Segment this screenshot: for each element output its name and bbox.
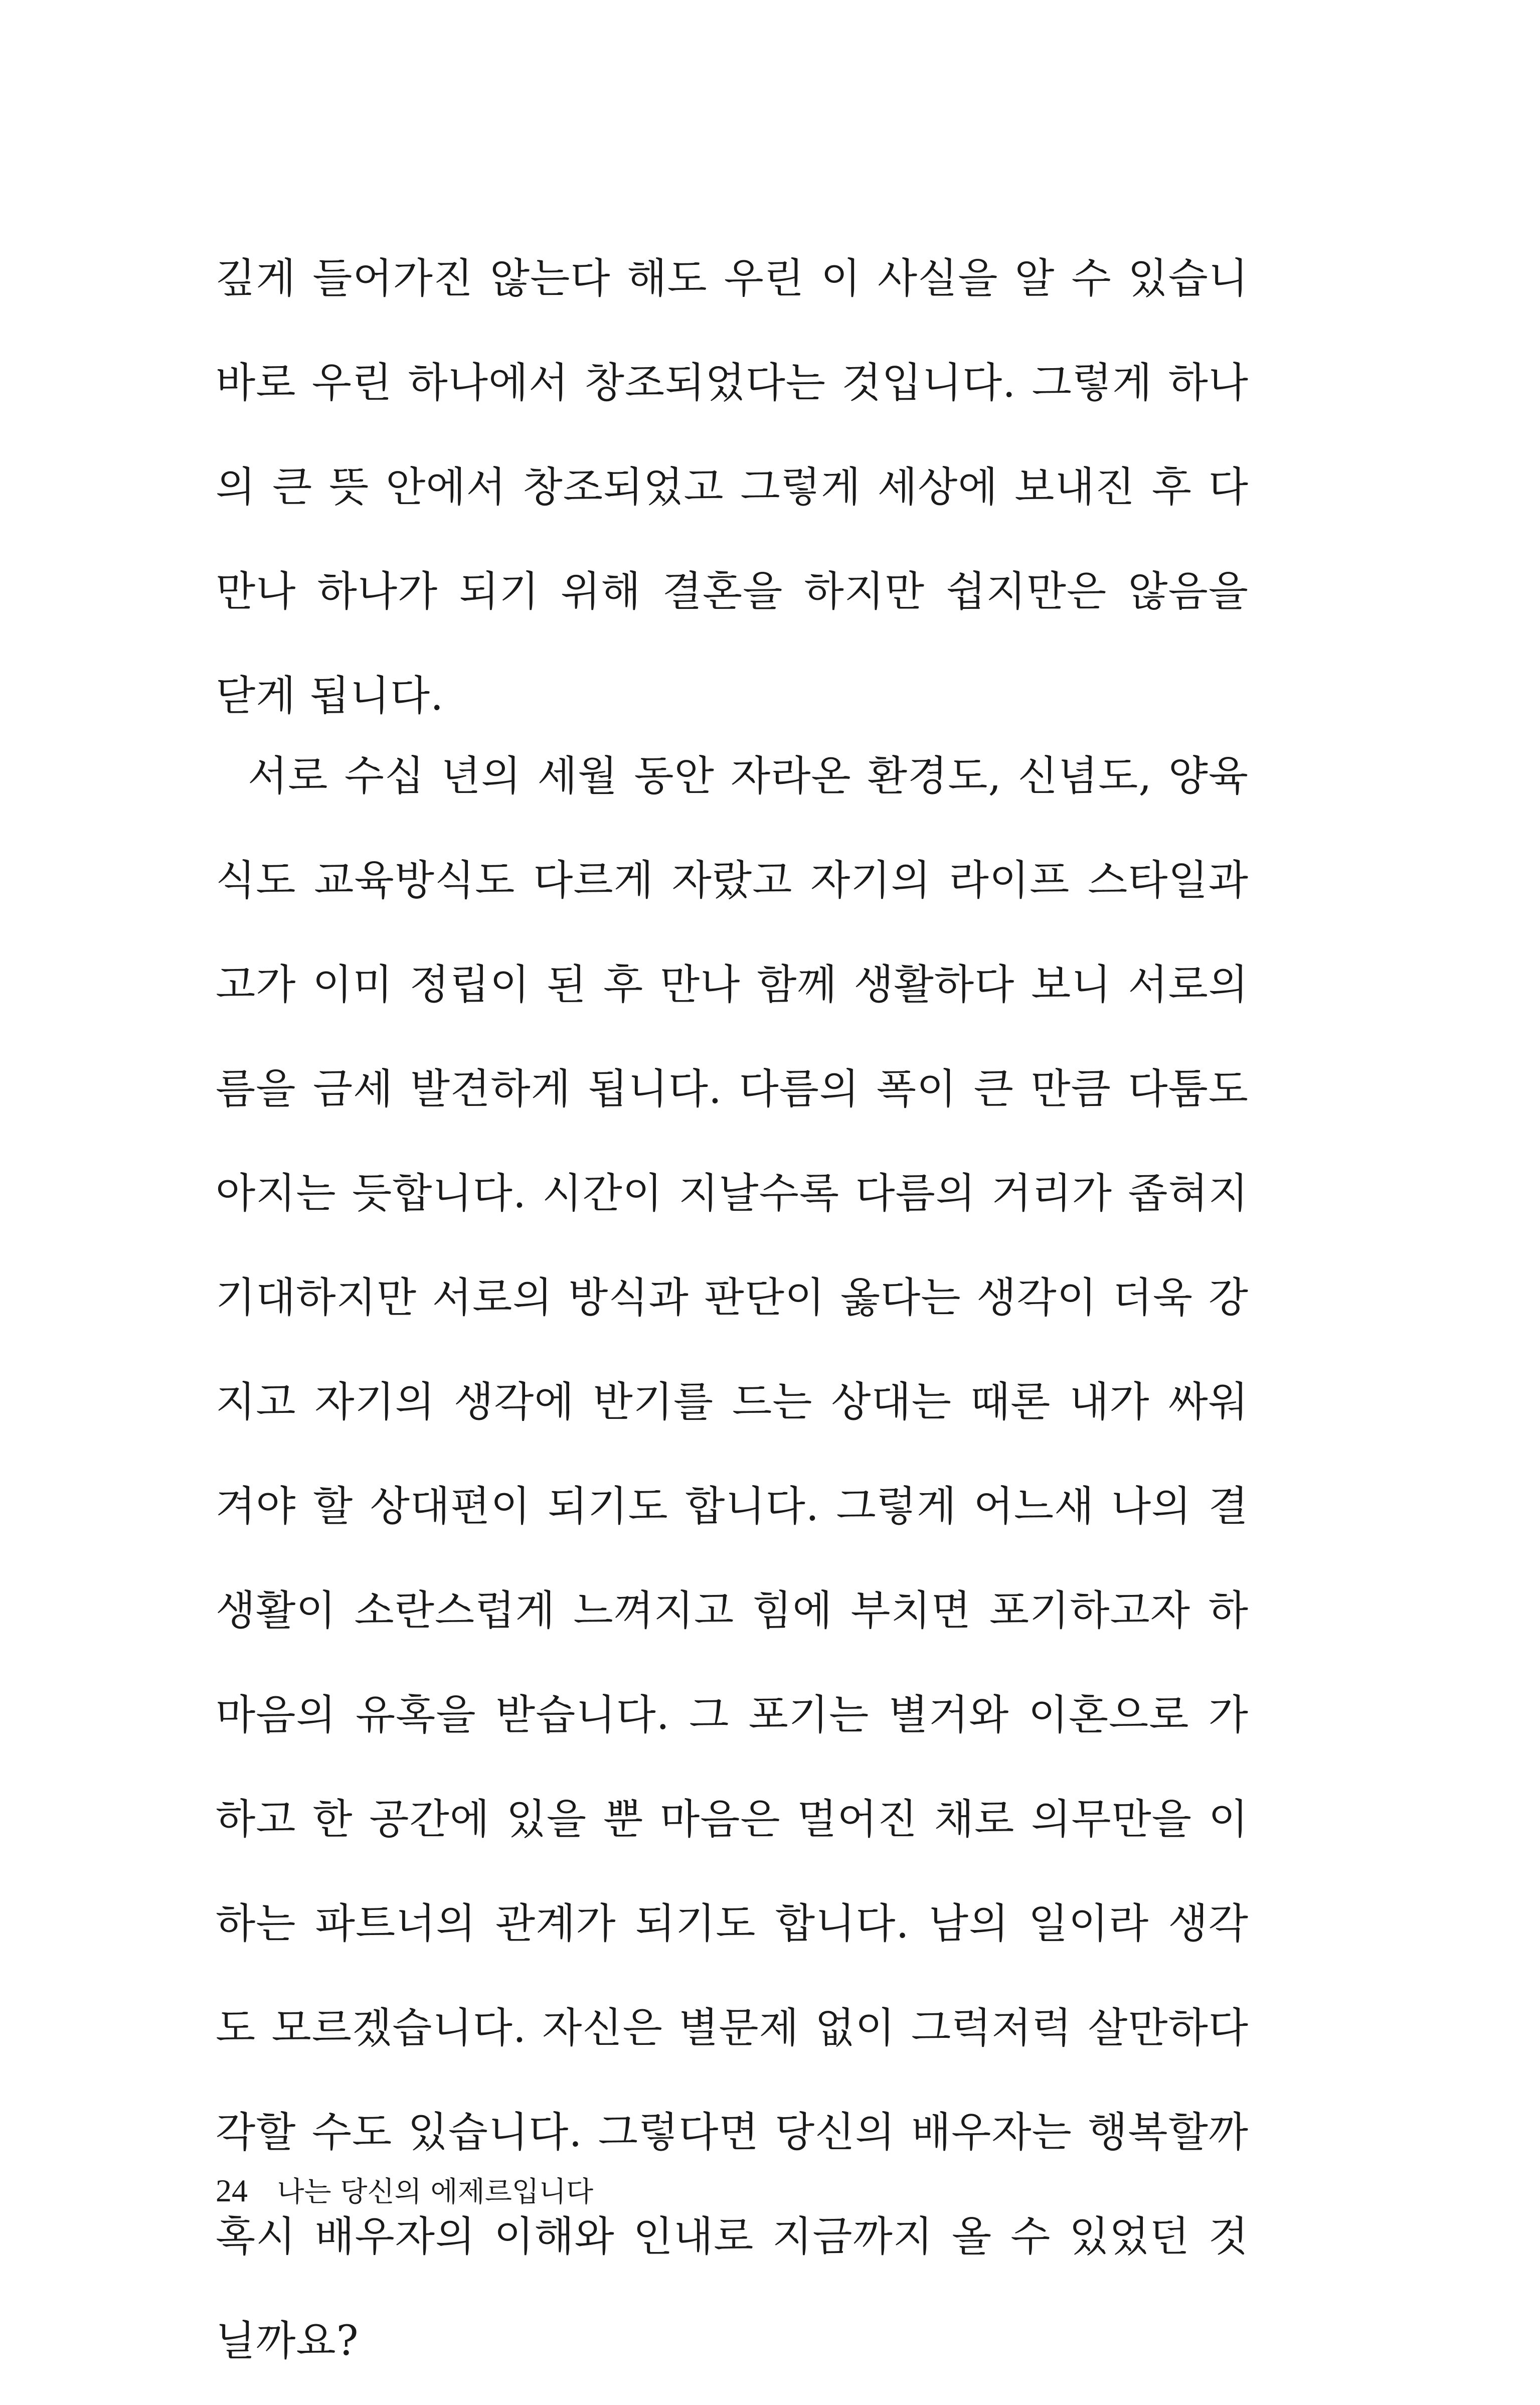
text-line: 지고 자기의 생각에 반기를 드는 상대는 때론 내가 싸워 xyxy=(216,1378,1249,1426)
paragraph-2 xyxy=(216,724,1249,2393)
text-line: 만나 하나가 되기 위해 결혼을 하지만 쉽지만은 않음을 xyxy=(216,568,1249,615)
page-footer xyxy=(216,2171,593,2212)
text-line: 아지는 듯합니다. 시간이 지날수록 다름의 거리가 좁혀지 xyxy=(216,1170,1249,1217)
text-line: 서로 수십 년의 세월 동안 자라온 환경도, 신념도, 양육 xyxy=(248,752,1249,800)
text-line: 닐까요? xyxy=(216,2317,359,2365)
text-line: 혹시 배우자의 이해와 인내로 지금까지 올 수 있었던 것 xyxy=(216,2213,1249,2261)
text-line: 겨야 할 상대편이 되기도 합니다. 그렇게 어느새 나의 결 xyxy=(216,1483,1249,1530)
page-number: 24 xyxy=(216,2173,248,2208)
text-line: 고가 이미 정립이 된 후 만나 함께 생활하다 보니 서로의 xyxy=(216,961,1249,1009)
text-line: 깊게 들어가진 않는다 해도 우린 이 사실을 알 수 있습니 xyxy=(216,255,1249,302)
text-line: 의 큰 뜻 안에서 창조되었고 그렇게 세상에 보내진 후 다 xyxy=(216,463,1249,511)
text-line: 바로 우린 하나에서 창조되었다는 것입니다. 그렇게 하나 xyxy=(216,359,1249,407)
text-line: 하고 한 공간에 있을 뿐 마음은 멀어진 채로 의무만을 이 xyxy=(216,1796,1249,1843)
running-title: 나는 당신의 에제르입니다 xyxy=(277,2176,594,2208)
text-line: 닫게 됩니다. xyxy=(216,672,444,720)
text-line: 기대하지만 서로의 방식과 판단이 옳다는 생각이 더욱 강 xyxy=(216,1274,1249,1322)
text-line: 생활이 소란스럽게 느껴지고 힘에 부치면 포기하고자 하 xyxy=(216,1587,1249,1635)
text-line: 하는 파트너의 관계가 되기도 합니다. 남의 일이라 생각 xyxy=(216,1900,1249,1948)
text-line: 름을 금세 발견하게 됩니다. 다름의 폭이 큰 만큼 다툼도 xyxy=(216,1065,1249,1113)
text-line: 마음의 유혹을 받습니다. 그 포기는 별거와 이혼으로 가 xyxy=(216,1691,1249,1739)
text-line: 식도 교육방식도 다르게 자랐고 자기의 라이프 스타일과 xyxy=(216,857,1249,904)
paragraph-1 xyxy=(216,227,1249,748)
text-line: 도 모르겠습니다. 자신은 별문제 없이 그럭저럭 살만하다 xyxy=(216,2004,1249,2052)
text-line: 각할 수도 있습니다. 그렇다면 당신의 배우자는 행복할까 xyxy=(216,2109,1249,2156)
